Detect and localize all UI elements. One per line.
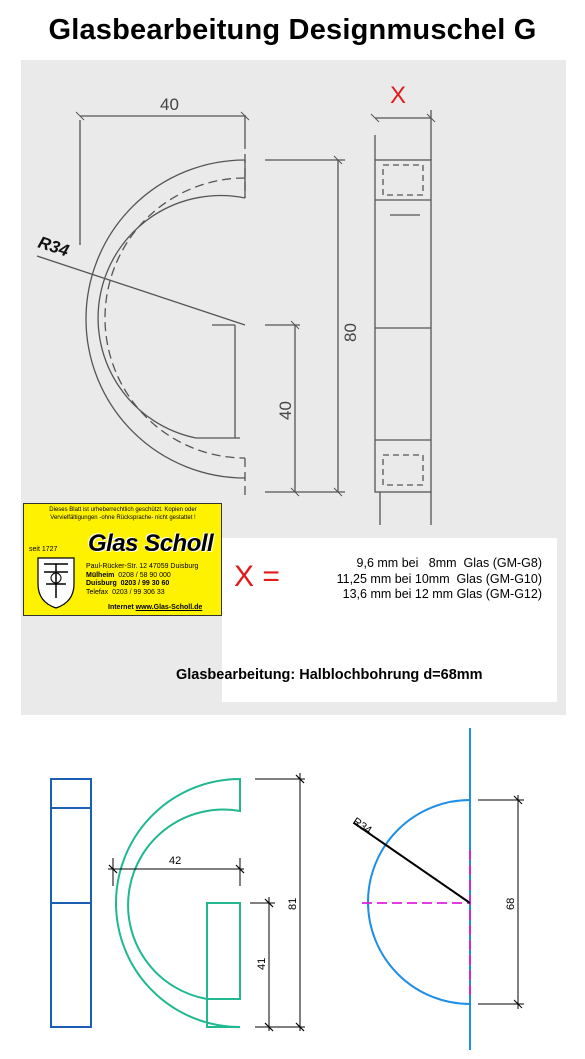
city1: Mülheim	[86, 571, 115, 579]
website-link[interactable]: www.Glas-Scholl.de	[135, 604, 203, 611]
g-shape-outline	[116, 779, 240, 1027]
top-dim-height-label: 80	[341, 323, 360, 342]
address-line: Paul-Rücker-Str. 12 47059 Duisburg	[86, 563, 199, 570]
fax: 0203 / 99 306 33	[112, 588, 165, 596]
bottom-dim-width-label: 42	[169, 855, 182, 867]
phone2: 0203 / 99 30 60	[120, 580, 170, 587]
copyright-notice-line2: Vervielfältigungen -ohne Rücksprache- nicht gestattet !	[50, 514, 196, 521]
bore-diameter-label: 68	[505, 897, 517, 910]
top-radius-label: R34	[35, 232, 72, 261]
bottom-dim-lower-label: 41	[256, 957, 268, 970]
bore-radius-leader	[354, 823, 470, 903]
x-line-g10: 11,25 mm bei 10mm Glas (GM-G10)	[336, 571, 542, 586]
x-line-g8: 9,6 mm bei 8mm Glas (GM-G8)	[356, 556, 542, 570]
x-line-g12: 13,6 mm bei 12 mm Glas (GM-G12)	[342, 587, 542, 601]
x-equals-symbol: X =	[234, 560, 280, 593]
brand-name: Glas Scholl	[88, 530, 214, 557]
since-label: seit 1727	[29, 546, 58, 553]
fax-label: Telefax	[86, 588, 109, 596]
side-view	[51, 779, 91, 1027]
copyright-notice-line1: Dieses Blatt ist urheberrechtlich geschützt. Kopien oder	[49, 507, 197, 513]
internet-label: Internet	[108, 604, 134, 611]
processing-note: Glasbearbeitung: Halblochbohrung d=68mm	[176, 667, 483, 683]
half-bore-arc	[368, 800, 470, 1004]
bottom-radius-label: R34	[350, 815, 374, 837]
top-dim-width-label: 40	[160, 95, 179, 114]
x-marker-label: X	[390, 82, 407, 109]
city2: Duisburg	[86, 580, 117, 587]
top-dim-lower-label: 40	[276, 401, 295, 420]
page-title: Glasbearbeitung Designmuschel G	[48, 14, 537, 46]
bottom-dim-height-label: 81	[287, 897, 299, 910]
phone1: 0208 / 58 90 000	[118, 571, 171, 579]
